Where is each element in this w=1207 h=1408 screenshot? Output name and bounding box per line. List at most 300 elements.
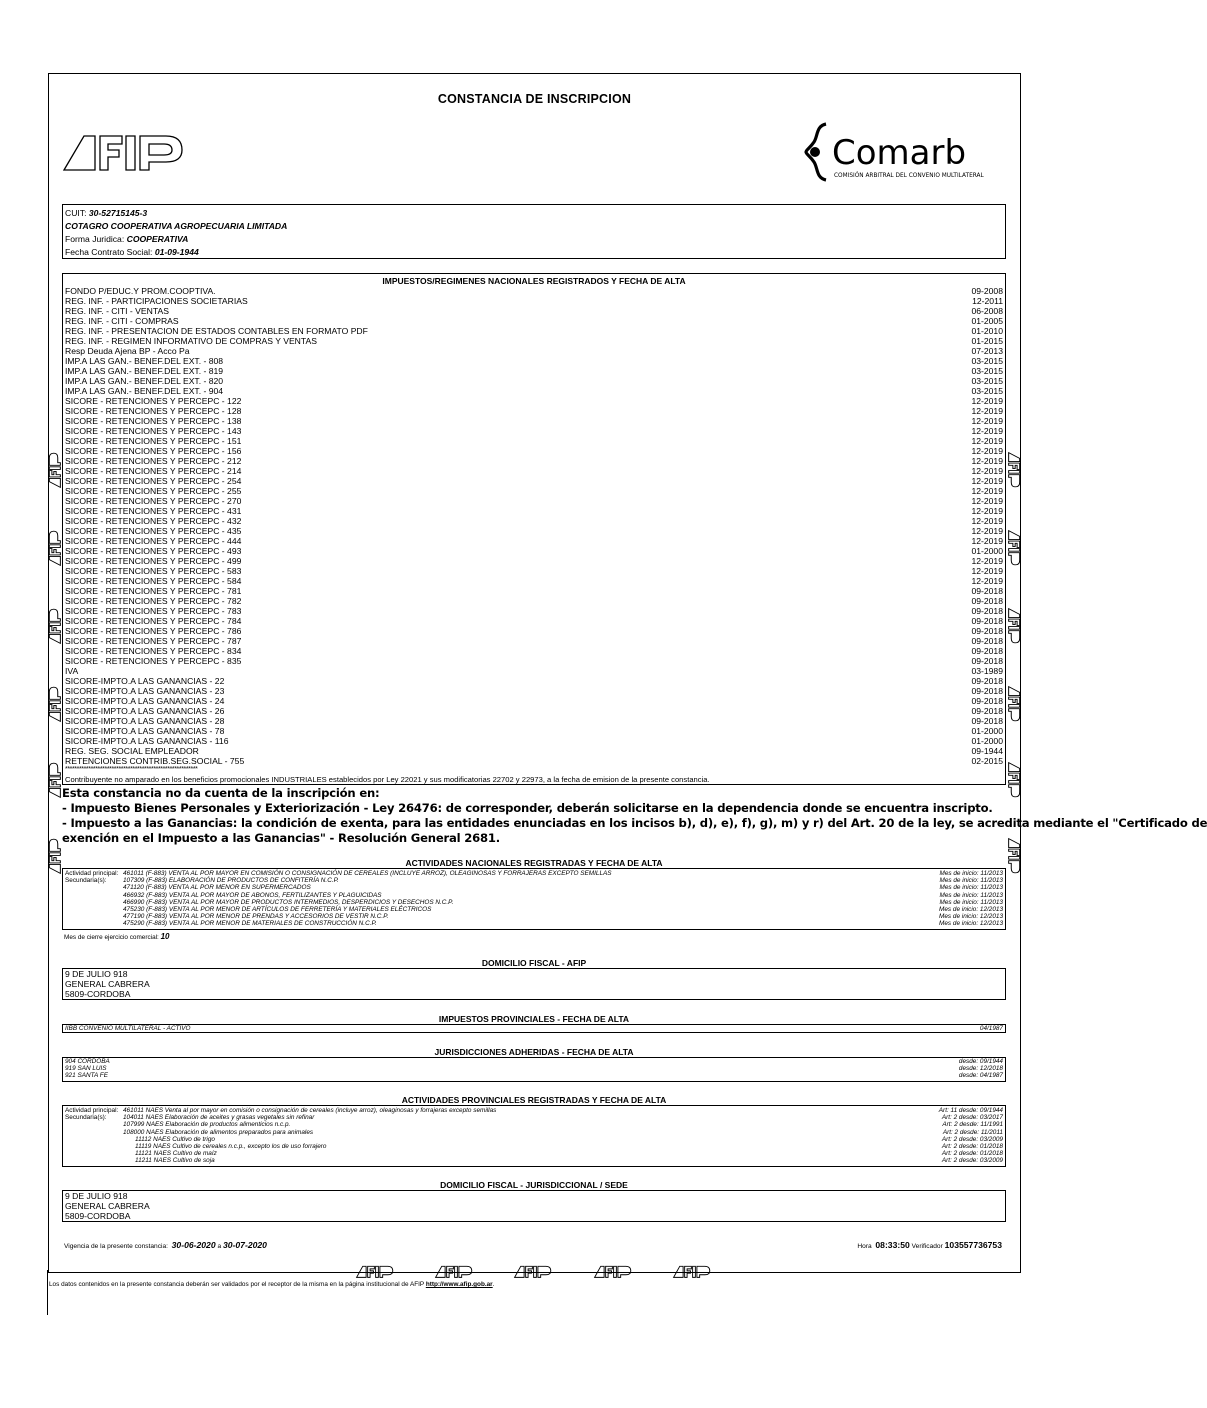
footer-period: . (492, 1281, 495, 1288)
impuesto-date: 12-2019 (971, 556, 1003, 566)
domicilio-jurisdiccional-header: DOMICILIO FISCAL - JURISDICCIONAL / SEDE (440, 1180, 628, 1190)
jurisdiccion-name: 904 CORDOBA (65, 1058, 110, 1065)
activity-date: Art: 2 desde: 01/2018 (941, 1150, 1003, 1158)
impuestos-nacionales-list (65, 286, 1003, 766)
impuesto-date: 12-2019 (971, 416, 1003, 426)
impuesto-name: SICORE - RETENCIONES Y PERCEPC - 156 (65, 446, 242, 456)
impuesto-date: 12-2019 (971, 426, 1003, 436)
impuesto-row (65, 536, 1003, 546)
secundaria-label (65, 920, 123, 927)
afip-watermark-icon (48, 452, 62, 488)
impuesto-row (65, 676, 1003, 686)
impuesto-row (65, 346, 1003, 356)
impuesto-date: 01-2015 (971, 336, 1003, 346)
impuesto-row (65, 366, 1003, 376)
verificador-label: Verificador (911, 1243, 943, 1250)
activity-description: 475290 (F-883) VENTA AL POR MENOR DE MATERIALES DE CONSTRUCCIÓN N.C.P. (123, 920, 377, 928)
impuesto-date: 09-1944 (971, 746, 1003, 756)
impuesto-row (65, 316, 1003, 326)
hora-verificador-line (857, 1240, 1002, 1250)
impuesto-date: 09-2018 (971, 636, 1003, 646)
vigencia-label: Vigencia de la presente constancia: (64, 1243, 168, 1250)
hora-value: 08:33:50 (875, 1240, 910, 1250)
afip-watermark-icon (1008, 762, 1022, 798)
comarb-subtitle: COMISIÓN ARBITRAL DEL CONVENIO MULTILATERAL (834, 173, 984, 179)
impuesto-row (65, 436, 1003, 446)
activity-description: 108000 NAES Elaboración de alimentos preparados para animales (123, 1128, 314, 1136)
impuesto-date: 12-2019 (971, 396, 1003, 406)
domicilio-jurisdiccional-postal: 5809-CORDOBA (65, 1211, 131, 1221)
impuesto-row (65, 646, 1003, 656)
impuesto-row (65, 566, 1003, 576)
impuesto-name: REG. INF. - PRESENTACION DE ESTADOS CONTABLES EN FORMATO PDF (65, 326, 368, 336)
activity-row (65, 1150, 1003, 1157)
activity-description: 11112 NAES Cultivo de trigo (135, 1135, 215, 1143)
afip-watermark-icon (1008, 452, 1022, 488)
activity-left (65, 1121, 290, 1128)
impuesto-name: REG. INF. - CITI - VENTAS (65, 306, 169, 316)
impuesto-row (65, 326, 1003, 336)
taxpayer-name: COTAGRO COOPERATIVA AGROPECUARIA LIMITADA (65, 221, 288, 231)
impuesto-name: SICORE-IMPTO.A LAS GANANCIAS - 24 (65, 696, 225, 706)
activity-date: Art: 2 desde: 11/2011 (942, 1128, 1003, 1136)
note-bienes-personales: - Impuesto Bienes Personales y Exteriorización - Ley 26476: de corresponder, deberán solicitarse en la dependencia donde se encuentra inscripto. (62, 801, 993, 815)
secundaria-label: Secundaria(s): (65, 877, 107, 885)
note-ganancias-cont: exención en el Impuesto a las Ganancias" - Resolución General 2681. (62, 831, 500, 845)
activity-description: 466932 (F-883) VENTA AL POR MAYOR DE ABONOS, FERTILIZANTES Y PLAGUICIDAS (123, 891, 382, 899)
impuesto-date: 09-2018 (971, 696, 1003, 706)
impuesto-date: 01-2005 (971, 316, 1003, 326)
impuesto-row (65, 306, 1003, 316)
impuestos-provinciales-row (65, 1025, 1003, 1032)
activity-date: Art: 2 desde: 01/2018 (941, 1142, 1003, 1150)
secundaria-label (65, 899, 123, 906)
activity-date: Art: 11 desde: 09/1944 (938, 1107, 1003, 1114)
activity-left (65, 920, 377, 927)
impuesto-row (65, 706, 1003, 716)
impuesto-name: REG. INF. - PARTICIPACIONES SOCIETARIAS (65, 296, 248, 306)
impuesto-name: IMP.A LAS GAN.- BENEF.DEL EXT. - 808 (65, 356, 224, 366)
activity-row (65, 1114, 1003, 1121)
vigencia-to: 30-07-2020 (222, 1240, 267, 1250)
activity-row (65, 1157, 1003, 1164)
cierre-label: Mes de cierre ejercicio comercial: (64, 934, 159, 941)
verificador-value: 103557736753 (944, 1240, 1002, 1250)
jurisdicciones-list (65, 1058, 1003, 1080)
impuesto-name: SICORE - RETENCIONES Y PERCEPC - 254 (65, 476, 242, 486)
impuesto-row (65, 556, 1003, 566)
impuesto-date: 03-2015 (971, 356, 1003, 366)
impuesto-date: 12-2019 (971, 526, 1003, 536)
forma-label: Forma Juridica: (65, 234, 125, 244)
impuesto-name: SICORE-IMPTO.A LAS GANANCIAS - 116 (65, 736, 229, 746)
impuesto-name: SICORE - RETENCIONES Y PERCEPC - 782 (65, 596, 242, 606)
impuesto-date: 06-2008 (971, 306, 1003, 316)
impuesto-date: 09-2018 (971, 626, 1003, 636)
activity-date: Mes de inicio: 11/2013 (939, 891, 1003, 899)
impuesto-name: SICORE - RETENCIONES Y PERCEPC - 122 (65, 396, 242, 406)
activity-left (65, 877, 339, 884)
activity-left (65, 1136, 215, 1143)
domicilio-afip-box (62, 968, 1006, 1000)
secundaria-label (65, 1136, 123, 1143)
impuesto-name: SICORE - RETENCIONES Y PERCEPC - 783 (65, 606, 242, 616)
impuesto-name: REG. INF. - CITI - COMPRAS (65, 316, 179, 326)
vigencia-line (64, 1240, 267, 1250)
impuesto-name: Resp Deuda Ajena BP - Acco Pa (65, 346, 190, 356)
domicilio-afip-postal: 5809-CORDOBA (65, 989, 131, 999)
impuesto-date: 03-1989 (971, 666, 1003, 676)
activity-date: Art: 2 desde: 03/2009 (941, 1157, 1003, 1165)
impuesto-date: 12-2019 (971, 576, 1003, 586)
activity-left (65, 906, 431, 913)
impuesto-row (65, 496, 1003, 506)
comarb-logo (804, 120, 1008, 182)
impuesto-name: SICORE - RETENCIONES Y PERCEPC - 834 (65, 646, 242, 656)
afip-watermark-icon (48, 608, 62, 644)
impuesto-date: 12-2019 (971, 566, 1003, 576)
domicilio-jurisdiccional-street: 9 DE JULIO 918 (65, 1191, 128, 1201)
actividades-provinciales-header: ACTIVIDADES PROVINCIALES REGISTRADAS Y FECHA DE ALTA (401, 1095, 667, 1105)
impuesto-date: 09-2018 (971, 646, 1003, 656)
jurisdiccion-date: desde: 04/1987 (958, 1072, 1003, 1080)
jurisdiccion-date: desde: 12/2018 (958, 1065, 1003, 1073)
secundaria-label (65, 1150, 123, 1157)
jurisdicciones-box (62, 1057, 1006, 1082)
impuesto-date: 09-2018 (971, 586, 1003, 596)
impuesto-date: 03-2015 (971, 386, 1003, 396)
activity-left (65, 1150, 217, 1157)
activity-left (65, 1129, 313, 1136)
impuestos-provinciales-header: IMPUESTOS PROVINCIALES - FECHA DE ALTA (438, 1014, 630, 1024)
impuesto-name: SICORE - RETENCIONES Y PERCEPC - 435 (65, 526, 242, 536)
afip-watermark-icon (48, 762, 62, 798)
footer-line (49, 1281, 494, 1288)
impuesto-name: IMP.A LAS GAN.- BENEF.DEL EXT. - 904 (65, 386, 224, 396)
impuesto-row (65, 736, 1003, 746)
fecha-value: 01-09-1944 (154, 247, 199, 257)
impuesto-name: REG. SEG. SOCIAL EMPLEADOR (65, 746, 199, 756)
impuesto-date: 07-2013 (971, 346, 1003, 356)
cuit-line (65, 207, 1003, 220)
forma-line (65, 233, 1003, 246)
activity-date: Mes de inicio: 12/2013 (939, 920, 1003, 928)
activity-date: Art: 2 desde: 03/2017 (941, 1114, 1003, 1122)
impuesto-date: 12-2019 (971, 476, 1003, 486)
impuesto-name: SICORE - RETENCIONES Y PERCEPC - 781 (65, 586, 242, 596)
domicilio-afip-header: DOMICILIO FISCAL - AFIP (481, 958, 587, 968)
actividades-nacionales-box (62, 868, 1006, 930)
impuesto-row (65, 506, 1003, 516)
secundaria-label: Secundaria(s): (65, 1114, 107, 1122)
impuesto-row (65, 476, 1003, 486)
impuesto-date: 01-2000 (971, 546, 1003, 556)
impuesto-date: 12-2019 (971, 446, 1003, 456)
activity-row (65, 892, 1003, 899)
activity-description: 11211 NAES Cultivo de soja (135, 1157, 215, 1165)
impuesto-row (65, 756, 1003, 766)
impuesto-row (65, 546, 1003, 556)
jurisdiccion-row (65, 1065, 1003, 1072)
activity-row (65, 1129, 1003, 1136)
secundaria-label (65, 1157, 123, 1164)
impuestos-nacionales-header: IMPUESTOS/REGIMENES NACIONALES REGISTRADOS Y FECHA DE ALTA (382, 276, 686, 286)
jurisdiccion-date: desde: 09/1944 (958, 1058, 1003, 1065)
impuesto-row (65, 416, 1003, 426)
secundaria-label (65, 1129, 123, 1136)
impuesto-date: 09-2018 (971, 686, 1003, 696)
impuesto-row (65, 456, 1003, 466)
impuesto-name: SICORE - RETENCIONES Y PERCEPC - 584 (65, 576, 242, 586)
afip-watermark-icon (1008, 530, 1022, 566)
impuesto-date: 03-2015 (971, 366, 1003, 376)
impuesto-row (65, 686, 1003, 696)
impuesto-date: 09-2018 (971, 716, 1003, 726)
note-heading: Esta constancia no da cuenta de la inscripción en: (62, 786, 380, 800)
activity-row (65, 1107, 1003, 1114)
impuesto-name: RETENCIONES CONTRIB.SEG.SOCIAL - 755 (65, 756, 245, 766)
impuesto-name: SICORE-IMPTO.A LAS GANANCIAS - 28 (65, 716, 225, 726)
impuesto-name: SICORE - RETENCIONES Y PERCEPC - 151 (65, 436, 242, 446)
activity-description: 477190 (F-883) VENTA AL POR MENOR DE PRENDAS Y ACCESORIOS DE VESTIR N.C.P. (123, 913, 389, 921)
jurisdicciones-header: JURISDICCIONES ADHERIDAS - FECHA DE ALTA (434, 1047, 634, 1057)
impuesto-row (65, 636, 1003, 646)
activity-description: 107309 (F-883) ELABORACIÓN DE PRODUCTOS DE CONFITERÍA N.C.P. (123, 877, 339, 885)
impuesto-row (65, 466, 1003, 476)
impuesto-date: 12-2019 (971, 436, 1003, 446)
activity-left (65, 1157, 215, 1164)
activity-description: 104011 NAES Elaboración de aceites y grasas vegetales sin refinar (123, 1114, 315, 1122)
impuesto-row (65, 656, 1003, 666)
activity-date: Mes de inicio: 11/2013 (939, 898, 1003, 906)
activity-description: 107999 NAES Elaboración de productos alimenticios n.c.p. (123, 1121, 291, 1129)
secundaria-label (65, 884, 123, 891)
impuesto-date: 01-2000 (971, 726, 1003, 736)
vigencia-a: a (217, 1243, 222, 1250)
impuesto-date: 09-2018 (971, 676, 1003, 686)
impuesto-date: 01-2000 (971, 736, 1003, 746)
impuesto-name: SICORE - RETENCIONES Y PERCEPC - 493 (65, 546, 242, 556)
activity-row (65, 920, 1003, 927)
impuesto-date: 09-2018 (971, 706, 1003, 716)
secundaria-label (65, 1143, 123, 1150)
activity-description: 471120 (F-883) VENTA AL POR MENOR EN SUPERMERCADOS (123, 884, 311, 892)
afip-logo (62, 132, 186, 172)
activity-date: Mes de inicio: 11/2013 (939, 877, 1003, 885)
footer-text: Los datos contenidos en la presente constancia deberán ser validados por el receptor de la misma en la página institucional de AFIP (49, 1281, 425, 1288)
impuesto-date: 12-2019 (971, 456, 1003, 466)
activity-description: 466990 (F-883) VENTA AL POR MAYOR DE PRODUCTOS INTERMEDIOS, DESPERDICIOS Y DESECHOS N.C.P. (123, 898, 454, 906)
impuesto-date: 09-2008 (971, 286, 1003, 296)
hora-label: Hora (857, 1243, 872, 1250)
activity-left (65, 1143, 326, 1150)
afip-watermark-icon (514, 1265, 552, 1283)
impuesto-date: 09-2018 (971, 616, 1003, 626)
impuesto-name: SICORE - RETENCIONES Y PERCEPC - 444 (65, 536, 242, 546)
note-ganancias: - Impuesto a las Ganancias: la condición de exenta, para las entidades enunciadas en los incisos b), d), e), f), g), m) y r) del Art. 20 de la ley, se acredita mediante el "Certificado de (62, 816, 1207, 830)
forma-value: COOPERATIVA (126, 234, 189, 244)
impuesto-date: 09-2018 (971, 656, 1003, 666)
impuesto-date: 12-2019 (971, 536, 1003, 546)
comarb-wordmark: Comarb (832, 133, 967, 173)
impuesto-row (65, 746, 1003, 756)
impuesto-name: SICORE - RETENCIONES Y PERCEPC - 270 (65, 496, 242, 506)
actividades-provinciales-box (62, 1105, 1006, 1167)
impuesto-name: SICORE - RETENCIONES Y PERCEPC - 583 (65, 566, 242, 576)
activity-date: Mes de inicio: 11/2013 (939, 870, 1003, 877)
fecha-line (65, 246, 1003, 259)
stars-separator: ********************************************************* (65, 766, 198, 773)
afip-watermark-icon (1008, 838, 1022, 874)
cuit-label: CUIT: (65, 208, 87, 218)
impuesto-date: 02-2015 (971, 756, 1003, 766)
activity-description: 461011 (F-883) VENTA AL POR MAYOR EN COMISIÓN O CONSIGNACIÓN DE CEREALES (INCLUYE ARROZ), OLEAGINOSAS Y FORRAJERAS EXCEPTO SEMILLAS (123, 870, 612, 877)
impuestos-provinciales-box (62, 1024, 1006, 1033)
impuestos-nacionales-footnote: Contribuyente no amparado en los beneficios promocionales INDUSTRIALES establecidos por Ley 22021 y sus modificatorias 22702 y 22973, a la fecha de emision de la presente constancia. (65, 775, 710, 784)
fecha-label: Fecha Contrato Social: (65, 247, 153, 257)
impuesto-row (65, 716, 1003, 726)
impuesto-date: 09-2018 (971, 596, 1003, 606)
impuesto-date: 12-2019 (971, 406, 1003, 416)
activity-description: 461011 NAES Venta al por mayor en comisión o consignación de cereales (incluye arroz), oleaginosas y forrajeras excepto semillas (123, 1107, 497, 1114)
afip-watermark-icon (48, 838, 62, 874)
domicilio-jurisdiccional-city: GENERAL CABRERA (65, 1201, 150, 1211)
cierre-value: 10 (160, 932, 170, 941)
impuesto-row (65, 486, 1003, 496)
principal-label: Actividad principal: (65, 870, 119, 877)
impuesto-name: SICORE - RETENCIONES Y PERCEPC - 128 (65, 406, 242, 416)
impuesto-date: 12-2011 (972, 296, 1003, 306)
jurisdiccion-row (65, 1072, 1003, 1079)
impuesto-name: FONDO P/EDUC.Y PROM.COOPTIVA. (65, 286, 216, 296)
jurisdiccion-name: 919 SAN LUIS (65, 1065, 107, 1073)
activity-date: Mes de inicio: 11/2013 (939, 884, 1003, 892)
impuesto-date: 03-2015 (971, 376, 1003, 386)
impuesto-row (65, 666, 1003, 676)
afip-watermark-icon (48, 686, 62, 722)
impuesto-name: IMP.A LAS GAN.- BENEF.DEL EXT. - 820 (65, 376, 224, 386)
impuesto-name: SICORE - RETENCIONES Y PERCEPC - 143 (65, 426, 242, 436)
domicilio-afip-street: 9 DE JULIO 918 (65, 969, 128, 979)
impuesto-name: IVA (65, 666, 79, 676)
impuesto-date: 12-2019 (971, 506, 1003, 516)
impuesto-row (65, 376, 1003, 386)
impuesto-row (65, 606, 1003, 616)
activity-date: Mes de inicio: 12/2013 (939, 905, 1003, 913)
impuesto-name: SICORE - RETENCIONES Y PERCEPC - 255 (65, 486, 242, 496)
impuesto-row (65, 516, 1003, 526)
activity-date: Art: 2 desde: 03/2009 (941, 1135, 1003, 1143)
page-edge-tick (47, 1270, 48, 1315)
impuesto-name: SICORE - RETENCIONES Y PERCEPC - 835 (65, 656, 242, 666)
activity-left (65, 884, 311, 891)
activity-left (65, 1114, 314, 1121)
impuesto-provincial-name: IIBB CONVENIO MULTILATERAL - ACTIVO (65, 1025, 191, 1032)
afip-website-link[interactable]: http://www.afip.gob.ar (425, 1281, 493, 1288)
vigencia-from: 30-06-2020 (171, 1240, 216, 1250)
impuesto-date: 12-2019 (971, 466, 1003, 476)
afip-watermark-icon (48, 530, 62, 566)
impuesto-provincial-date: 04/1987 (979, 1025, 1003, 1032)
impuesto-row (65, 296, 1003, 306)
afip-watermark-icon (1008, 686, 1022, 722)
activity-row (65, 1136, 1003, 1143)
activity-left (65, 1107, 496, 1114)
activity-row (65, 884, 1003, 891)
impuesto-row (65, 526, 1003, 536)
impuesto-name: REG. INF. - REGIMEN INFORMATIVO DE COMPRAS Y VENTAS (65, 336, 317, 346)
impuesto-row (65, 426, 1003, 436)
actividades-provinciales-list (65, 1107, 1003, 1165)
taxpayer-box (62, 204, 1006, 259)
impuesto-name: SICORE - RETENCIONES Y PERCEPC - 212 (65, 456, 242, 466)
afip-watermark-icon (673, 1265, 711, 1283)
impuesto-name: SICORE-IMPTO.A LAS GANANCIAS - 23 (65, 686, 225, 696)
activity-left (65, 899, 453, 906)
impuesto-row (65, 396, 1003, 406)
impuestos-nacionales-box (62, 273, 1006, 785)
activity-row (65, 1143, 1003, 1150)
impuesto-date: 12-2019 (971, 486, 1003, 496)
impuesto-row (65, 576, 1003, 586)
impuesto-name: SICORE - RETENCIONES Y PERCEPC - 786 (65, 626, 242, 636)
impuesto-row (65, 336, 1003, 346)
impuesto-name: SICORE - RETENCIONES Y PERCEPC - 787 (65, 636, 242, 646)
secundaria-label (65, 1121, 123, 1128)
actividades-nacionales-header: ACTIVIDADES NACIONALES REGISTRADAS Y FECHA DE ALTA (405, 858, 663, 868)
page-title: CONSTANCIA DE INSCRIPCION (437, 92, 632, 106)
activity-row (65, 906, 1003, 913)
impuesto-name: SICORE - RETENCIONES Y PERCEPC - 784 (65, 616, 242, 626)
domicilio-jurisdiccional-box (62, 1190, 1006, 1222)
impuesto-name: SICORE - RETENCIONES Y PERCEPC - 432 (65, 516, 242, 526)
activity-row (65, 899, 1003, 906)
activity-description: 475230 (F-883) VENTA AL POR MENOR DE ARTÍCULOS DE FERRETERÍA Y MATERIALES ELÉCTRICOS (123, 905, 432, 913)
afip-watermark-icon (1008, 608, 1022, 644)
impuesto-name: SICORE - RETENCIONES Y PERCEPC - 138 (65, 416, 242, 426)
secundaria-label (65, 892, 123, 899)
impuesto-row (65, 286, 1003, 296)
activity-left (65, 892, 382, 899)
impuesto-name: IMP.A LAS GAN.- BENEF.DEL EXT. - 819 (65, 366, 224, 376)
impuesto-row (65, 626, 1003, 636)
impuesto-name: SICORE-IMPTO.A LAS GANANCIAS - 22 (65, 676, 225, 686)
afip-watermark-icon (594, 1265, 632, 1283)
secundaria-label (65, 906, 123, 913)
cierre-line (64, 933, 170, 941)
activity-row (65, 1121, 1003, 1128)
impuesto-date: 12-2019 (971, 496, 1003, 506)
impuesto-row (65, 586, 1003, 596)
impuesto-name: SICORE-IMPTO.A LAS GANANCIAS - 78 (65, 726, 225, 736)
impuesto-date: 09-2018 (971, 606, 1003, 616)
activity-description: 11121 NAES Cultivo de maíz (135, 1150, 217, 1158)
impuesto-date: 01-2010 (971, 326, 1003, 336)
impuesto-date: 12-2019 (971, 516, 1003, 526)
impuesto-name: SICORE - RETENCIONES Y PERCEPC - 499 (65, 556, 242, 566)
principal-label: Actividad principal: (65, 1107, 119, 1114)
impuesto-row (65, 696, 1003, 706)
jurisdiccion-row (65, 1058, 1003, 1065)
impuesto-name: SICORE-IMPTO.A LAS GANANCIAS - 26 (65, 706, 225, 716)
jurisdiccion-name: 921 SANTA FE (65, 1072, 108, 1080)
impuesto-row (65, 726, 1003, 736)
domicilio-afip-city: GENERAL CABRERA (65, 979, 150, 989)
actividades-nacionales-list (65, 870, 1003, 928)
activity-date: Mes de inicio: 12/2013 (939, 913, 1003, 921)
impuesto-row (65, 356, 1003, 366)
impuesto-row (65, 616, 1003, 626)
